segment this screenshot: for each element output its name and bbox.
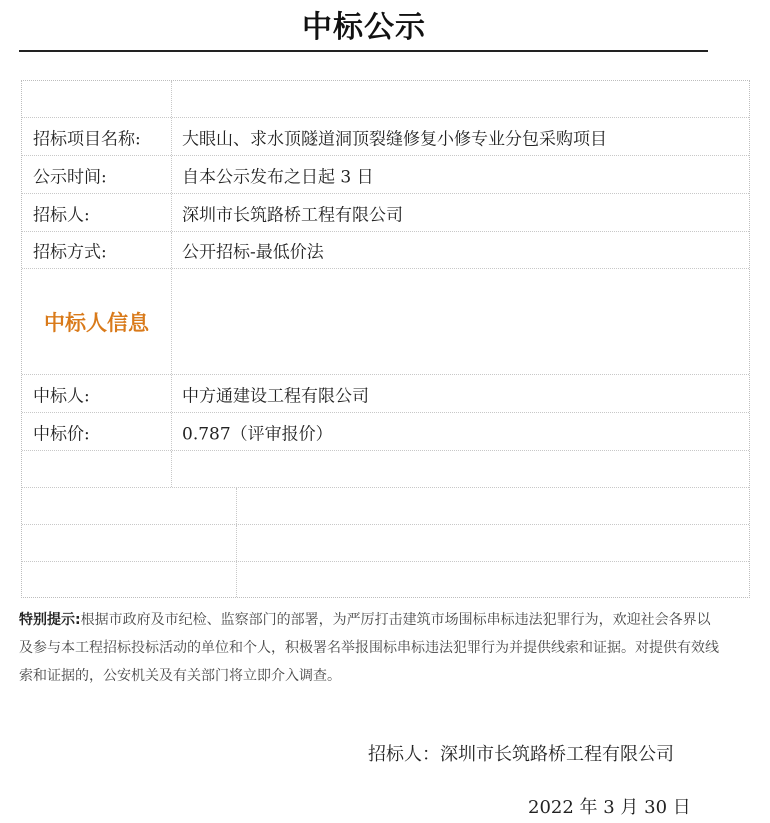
winner-value: 中方通建设工程有限公司	[182, 386, 369, 406]
publicity-period-value: 自本公示发布之日起 3 日	[182, 167, 374, 187]
project-name-label: 招标项目名称:	[33, 129, 141, 149]
tender-method-label: 招标方式:	[33, 242, 107, 263]
special-notice-prefix: 特别提示:	[19, 612, 81, 628]
page-title: 中标公示	[302, 10, 426, 45]
winning-price-label: 中标价:	[33, 424, 90, 444]
table-row-empty	[22, 451, 749, 488]
publish-date: 2022 年 3 月 30 日	[528, 797, 691, 818]
table-row-empty	[22, 562, 749, 597]
table-row-empty	[22, 525, 749, 562]
table-row-tender-method	[22, 232, 749, 269]
tenderer-signature: 招标人：深圳市长筑路桥工程有限公司	[368, 744, 674, 765]
project-name-value: 大眼山、求水顶隧道洞顶裂缝修复小修专业分包采购项目	[182, 129, 607, 149]
table-row-publicity-period	[22, 156, 749, 194]
table-row-empty	[22, 488, 749, 525]
winning-price-value: 0.787（评审报价）	[182, 424, 333, 444]
special-notice	[19, 606, 719, 690]
special-notice-text: 根据市政府及市纪检、监察部门的部署，为严厉打击建筑市场围标串标违法犯罪行为，欢迎社会各界以及参与本工程招标投标活动的单位和个人，积极署名举报围标串标违法犯罪行为并提供线索和证据。对提供有效线索和证据的，公安机关及有关部门将立即介入调查。	[19, 612, 719, 684]
title-divider	[19, 50, 708, 52]
table-row-winner	[22, 375, 749, 413]
winner-label: 中标人:	[33, 386, 90, 406]
publicity-period-label: 公示时间:	[33, 167, 107, 187]
table-row-project-name	[22, 118, 749, 156]
tender-method-value: 公开招标-最低价法	[182, 242, 324, 263]
winner-info-heading: 中标人信息	[44, 309, 149, 335]
table-row-tenderer	[22, 194, 749, 232]
table-row-empty-top	[22, 81, 749, 118]
notice-table	[21, 80, 750, 598]
tenderer-label: 招标人:	[33, 205, 90, 225]
table-row-winning-price	[22, 413, 749, 451]
table-row-section-heading	[22, 269, 749, 375]
tenderer-value: 深圳市长筑路桥工程有限公司	[182, 205, 403, 225]
